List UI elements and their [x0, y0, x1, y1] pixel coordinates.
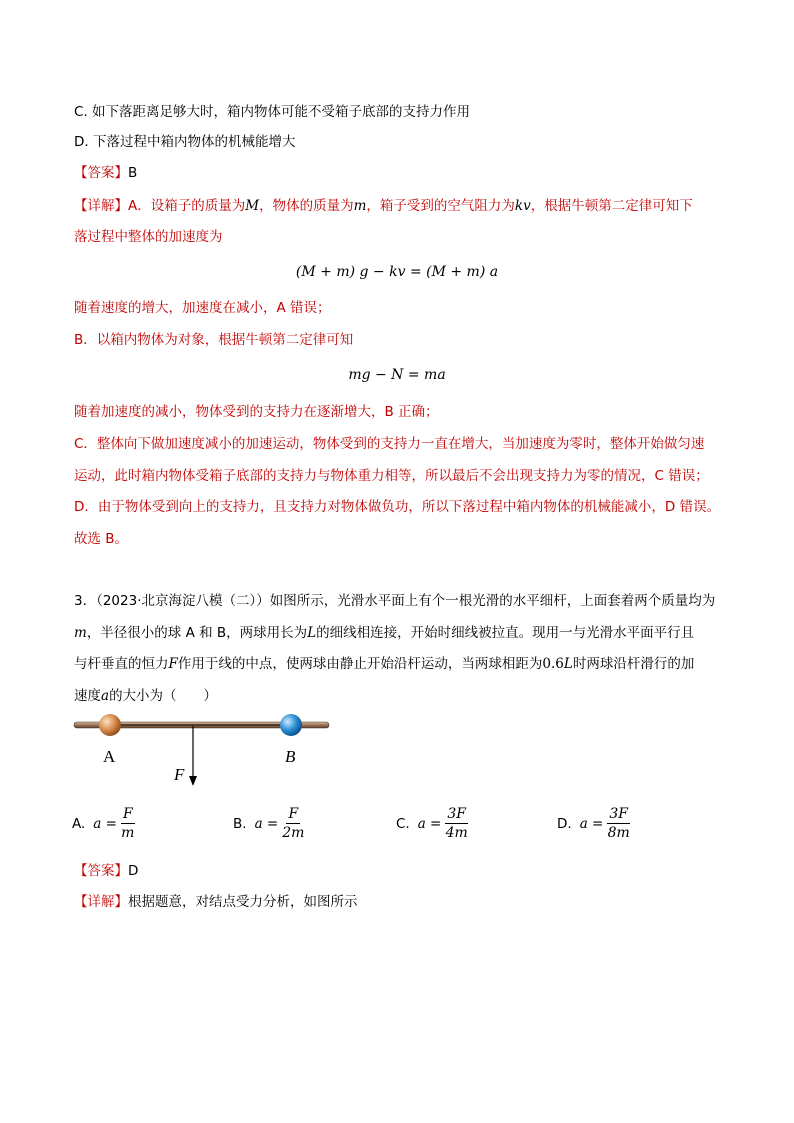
detail-1-line-5: 随着加速度的减小，物体受到的支持力在逐渐增大，B 正确；: [74, 404, 439, 420]
q3-text-e: 时两球沿杆滑行的加: [572, 656, 695, 672]
option-c-fraction: [445, 806, 468, 841]
option-d: [557, 806, 630, 841]
q3-text-g: 的大小为（ ）: [109, 688, 218, 704]
q3-text-b: 的细线相连接，开始时细线被拉直。现用一与光滑水平面平行且: [316, 625, 695, 641]
detail-1-text-b: ，物体的质量为: [259, 198, 354, 214]
option-c-prev: C. 如下落距离足够大时，箱内物体可能不受箱子底部的支持力作用: [74, 104, 471, 120]
option-a-den: m: [121, 825, 135, 841]
option-c: [396, 806, 468, 841]
answer-1: [74, 163, 137, 183]
option-b-den: 2m: [282, 825, 305, 841]
option-c-num: 3F: [447, 806, 466, 822]
detail-1-line-7: 运动，此时箱内物体受箱子底部的支持力与物体重力相等，所以最后不会出现支持力为零的情况，C 错误；: [74, 468, 709, 484]
label-B: B: [285, 747, 296, 766]
option-b-letter: B.: [233, 815, 247, 832]
q3-var-L2: L: [563, 656, 573, 672]
label-F: F: [174, 765, 185, 784]
option-a-letter: A.: [72, 815, 86, 832]
rod-figure: [70, 712, 340, 792]
detail-1-line-9: 故选 B。: [74, 531, 129, 547]
option-d-num: 3F: [609, 806, 628, 822]
answer-3-value: D: [128, 863, 139, 879]
q3-text-d: 作用于线的中点，使两球由静止开始沿杆运动，当两球相距为: [177, 656, 543, 672]
q3-var-L: L: [307, 625, 317, 641]
q3-line-2: [74, 623, 694, 643]
detail-1-text-a: A．设箱子的质量为: [128, 198, 246, 214]
option-b: [233, 806, 304, 841]
equation-1: (M + m) g − kv = (M + m) a: [295, 264, 499, 280]
detail-3-bracket: 【详解】: [74, 894, 128, 910]
option-b-fraction: [282, 806, 304, 841]
option-a-num: F: [122, 806, 133, 822]
force-arrow-head: [189, 776, 197, 786]
detail-1-line-6: C．整体向下做加速度减小的加速运动，物体受到的支持力一直在增大，当加速度为零时，整体开始做匀速: [74, 436, 705, 452]
option-d-lhs: a =: [579, 815, 604, 832]
detail-3-text: 根据题意，对结点受力分析，如图所示: [128, 894, 358, 910]
detail-1-line-3: 随着速度的增大，加速度在减小，A 错误；: [74, 300, 331, 316]
option-a-fraction: [121, 806, 135, 841]
answer-1-value: B: [128, 165, 138, 181]
option-d-den: 8m: [607, 825, 630, 841]
option-c-letter: C.: [396, 815, 410, 832]
detail-1-line-1: [74, 196, 693, 216]
option-a-lhs: a =: [93, 815, 117, 832]
detail-1-bracket: 【详解】: [74, 198, 128, 214]
q3-text-a: ，半径很小的球 A 和 B，两球用长为: [86, 625, 308, 641]
detail-1-text-d: ，根据牛顿第二定律可知下: [530, 198, 693, 214]
label-A: A: [103, 747, 116, 766]
option-c-lhs: a =: [417, 815, 442, 832]
equation-2: mg − N = ma: [348, 367, 446, 383]
q3-text-f: 速度: [74, 688, 101, 704]
q3-text-c: 与杆垂直的恒力: [74, 656, 169, 672]
option-b-lhs: a =: [254, 815, 279, 832]
q3-line-4: [74, 686, 217, 706]
option-a: [72, 806, 135, 841]
q3-num-06: 0.6: [542, 656, 564, 672]
answer-1-bracket: 【答案】: [74, 165, 128, 181]
ball-A: [99, 714, 121, 736]
q3-var-F: F: [168, 656, 178, 672]
detail-1-text-c: ，箱子受到的空气阻力为: [366, 198, 515, 214]
detail-3: [74, 892, 358, 912]
q3-var-a: a: [101, 688, 110, 704]
q3-line-1: 3．（2023·北京海淀八模（二））如图所示，光滑水平面上有个一根光滑的水平细杆，上面套着两个质量均为: [74, 593, 716, 609]
q3-line-3: [74, 654, 694, 674]
q3-var-m: m: [74, 625, 87, 641]
ball-B: [280, 714, 302, 736]
option-d-letter: D.: [557, 815, 572, 832]
option-b-num: F: [288, 806, 299, 822]
var-M: M: [245, 198, 260, 214]
answer-3-bracket: 【答案】: [74, 863, 128, 879]
answer-3: [74, 861, 138, 881]
option-c-den: 4m: [445, 825, 468, 841]
detail-1-line-2: 落过程中整体的加速度为: [74, 229, 223, 245]
detail-1-line-8: D．由于物体受到向上的支持力，且支持力对物体做负功，所以下落过程中箱内物体的机械能减小，D 错误。: [74, 499, 721, 515]
option-d-prev: D. 下落过程中箱内物体的机械能增大: [74, 134, 296, 150]
var-m: m: [353, 198, 367, 214]
detail-1-line-4: B．以箱内物体为对象，根据牛顿第二定律可知: [74, 332, 354, 348]
option-d-fraction: [607, 806, 630, 841]
var-kv: kv: [514, 198, 531, 214]
